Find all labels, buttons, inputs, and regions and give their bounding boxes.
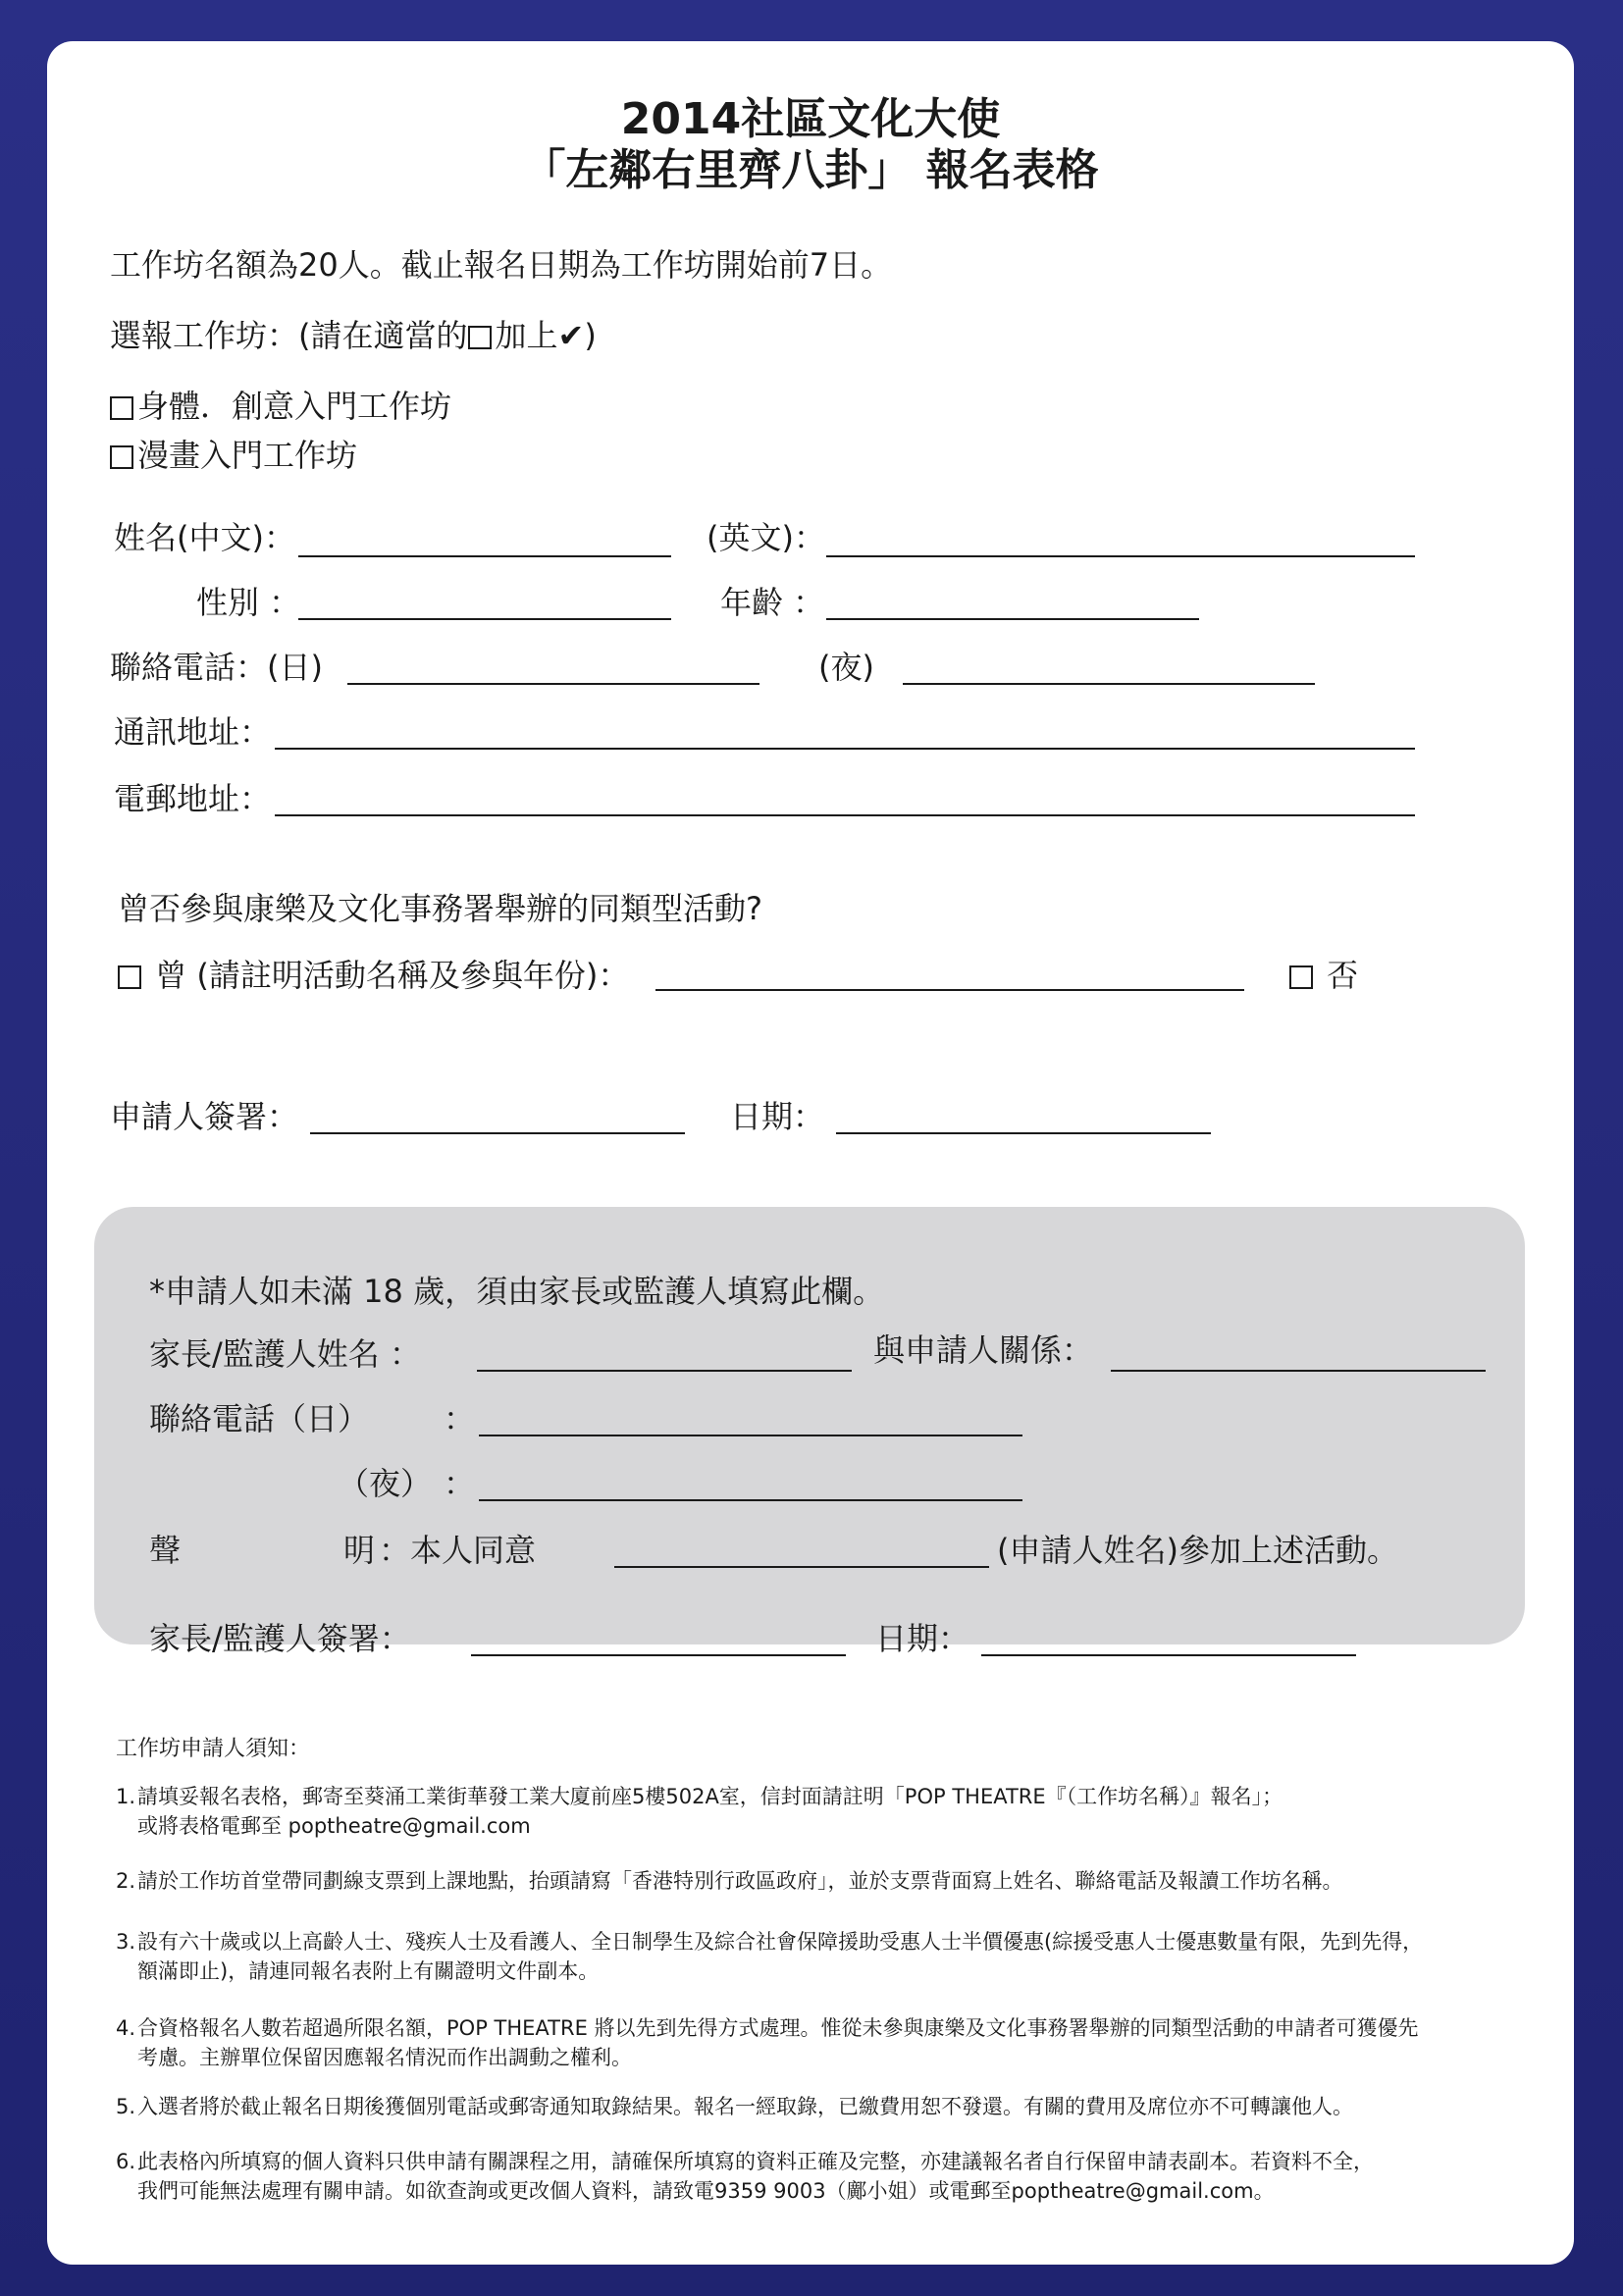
name-cn-label: 姓名(中文)：	[114, 519, 295, 556]
guardian-phone-day-label: 聯絡電話（日）	[149, 1400, 370, 1437]
option-no-label: 否	[1327, 957, 1359, 994]
option-no[interactable]	[1289, 956, 1358, 995]
guardian-phone-night-colon: ：	[444, 1465, 476, 1502]
checkmark-icon: ✔	[557, 317, 585, 354]
applicant-signature-label: 申請人簽署：	[110, 1098, 299, 1135]
guardian-relation-input[interactable]	[1111, 1370, 1486, 1372]
email-input[interactable]	[275, 814, 1415, 816]
applicant-signature-input[interactable]	[310, 1132, 685, 1134]
notes-title: 工作坊申請人須知：	[116, 1737, 311, 1761]
note-item-1: 1.請填妥報名表格，郵寄至葵涌工業街華發工業大廈前座5樓502A室，信封面請註明「POP THEATRE『（工作坊名稱）』報名」； 或將表格電郵至 poptheatre@gmail.com	[116, 1785, 1283, 1838]
participation-question: 曾否參與康樂及文化事務署舉辦的同類型活動?	[118, 890, 762, 927]
note-item-4: 4.合資格報名人數若超過所限名額，POP THEATRE 將以先到先得方式處理。惟從未參與康樂及文化事務署舉辦的同類型活動的申請者可獲優先 考慮。主辦單位保留因應報名情況而作出調動之權利。	[116, 2016, 1419, 2069]
signature-date-input[interactable]	[836, 1132, 1211, 1134]
intro-text: 工作坊名額為20人。截止報名日期為工作坊開始前7日。	[110, 246, 893, 284]
workshop-1-checkbox[interactable]	[110, 396, 133, 420]
form-card	[47, 41, 1574, 2265]
checkbox-sample	[468, 326, 492, 349]
gender-label: 性別 ：	[196, 584, 301, 621]
option-no-checkbox[interactable]	[1289, 965, 1313, 989]
guardian-phone-night-label: （夜）	[338, 1465, 433, 1502]
name-en-label: (英文)：	[707, 519, 825, 556]
address-label: 通訊地址：	[114, 713, 272, 751]
activity-details-input[interactable]	[655, 989, 1244, 991]
declaration-label-a: 聲	[149, 1532, 182, 1569]
declaration-end: (申請人姓名)參加上述活動。	[997, 1532, 1398, 1569]
gender-input[interactable]	[298, 618, 671, 620]
age-input[interactable]	[826, 618, 1199, 620]
guardian-phone-night-input[interactable]	[479, 1499, 1022, 1501]
guardian-note: *申請人如未滿 18 歲，須由家長或監護人填寫此欄。	[149, 1273, 885, 1310]
name-cn-input[interactable]	[298, 555, 671, 557]
note-item-6: 6.此表格內所填寫的個人資料只供申請有關課程之用，請確保所填寫的資料正確及完整，亦建議報名者自行保留申請表副本。若資料不全， 我們可能無法處理有關申請。如欲查詢或更改個人資料，請致電9359 9003（鄺小姐）或電郵至poptheatre@gmail.com。	[116, 2150, 1374, 2203]
phone-night-label: (夜)	[818, 649, 874, 686]
guardian-phone-day-colon: ：	[444, 1400, 476, 1437]
select-instruction: 選報工作坊：(請在適當的 加上✔)	[110, 317, 597, 354]
age-label: 年齡 ：	[720, 584, 825, 621]
address-input[interactable]	[275, 748, 1415, 750]
option-yes-label: 曾 (請註明活動名稱及參與年份)：	[155, 957, 630, 994]
workshop-2-checkbox[interactable]	[110, 445, 133, 469]
guardian-date-label: 日期：	[875, 1620, 970, 1657]
declaration-label-b: 明	[343, 1532, 376, 1569]
workshop-option-1[interactable]	[110, 387, 451, 426]
guardian-phone-day-input[interactable]	[479, 1435, 1022, 1436]
email-label: 電郵地址：	[114, 780, 272, 817]
guardian-relation-label: 與申請人關係：	[873, 1331, 1094, 1369]
option-yes-checkbox[interactable]	[118, 965, 141, 989]
form-title-line2: 「左鄰右里齊八卦」 報名表格	[522, 145, 1099, 195]
phone-day-input[interactable]	[347, 683, 759, 685]
form-title-line1: 2014社區文化大使	[620, 94, 1001, 144]
phone-day-label: 聯絡電話：(日)	[110, 649, 323, 686]
guardian-date-input[interactable]	[981, 1654, 1356, 1656]
option-yes[interactable]	[118, 956, 629, 995]
note-item-5: 5.入選者將於截止報名日期後獲個別電話或郵寄通知取錄結果。報名一經取錄，已繳費用恕不發還。有關的費用及席位亦不可轉讓他人。	[116, 2095, 1353, 2118]
note-item-3: 3.設有六十歲或以上高齡人士、殘疾人士及看護人、全日制學生及綜合社會保障援助受惠人士半價優惠(綜援受惠人士優惠數量有限，先到先得， 額滿即止)，請連同報名表附上有關證明文件副本。	[116, 1930, 1424, 1983]
workshop-1-label: 身體．創意入門工作坊	[137, 388, 452, 425]
phone-night-input[interactable]	[903, 683, 1315, 685]
guardian-section	[94, 1207, 1525, 1657]
name-en-input[interactable]	[826, 555, 1415, 557]
signature-date-label: 日期：	[730, 1098, 825, 1135]
guardian-signature-label: 家長/監護人簽署：	[149, 1620, 411, 1657]
declaration-text: ：本人同意	[379, 1532, 537, 1569]
guardian-name-input[interactable]	[477, 1370, 852, 1372]
guardian-signature-input[interactable]	[471, 1654, 846, 1656]
workshop-option-2[interactable]	[110, 436, 357, 475]
workshop-2-label: 漫畫入門工作坊	[137, 437, 358, 474]
note-item-2: 2.請於工作坊首堂帶同劃線支票到上課地點，抬頭請寫「香港特別行政區政府」，並於支票背面寫上姓名、聯絡電話及報讀工作坊名稱。	[116, 1869, 1343, 1893]
declaration-applicant-name-input[interactable]	[614, 1566, 989, 1568]
guardian-name-label: 家長/監護人姓名 ：	[149, 1335, 421, 1373]
